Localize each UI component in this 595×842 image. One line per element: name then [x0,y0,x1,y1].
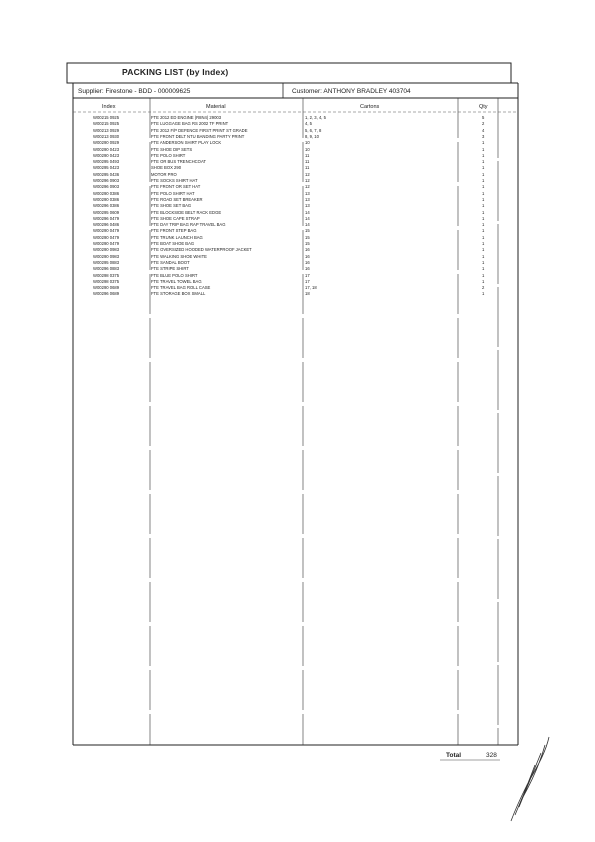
cell-material: FTE OR BUS TRENCHCOAT [151,159,206,165]
cell-cartons: 13 [305,196,310,202]
cell-index: W00296 0903 [93,184,120,190]
cell-qty: 1 [482,215,485,221]
cell-qty: 1 [482,272,485,278]
cell-index: W00290 0479 [93,241,120,246]
cell-material: FTE STRIPE SHIRT [151,266,189,272]
cell-qty: 1 [482,253,485,259]
cell-qty: 1 [482,190,485,196]
cell-cartons: 16 [305,247,310,253]
cell-qty: 1 [482,247,485,253]
cell-cartons: 18 [305,291,310,297]
cell-qty: 4 [482,127,485,133]
cell-material: FTE ANDERSON SHIRT PLAY LOCK [151,140,222,146]
cell-index: W00296 0689 [93,291,120,297]
cell-cartons: 17, 18 [305,285,317,291]
cell-qty: 1 [482,291,485,297]
cell-qty: 1 [482,184,485,190]
cell-material: FTE TRUNK LAUNCH BAG [151,234,203,240]
cell-index: W00290 0983 [93,253,120,259]
cell-material: FTE STORAGE BOX SMALL [151,291,206,297]
cell-index: W00215 0925 [93,121,120,127]
cell-material: FTE SHOE DIP SETS [151,146,193,152]
column-header-material: Material [206,104,226,110]
cell-material: FTE WALKING SHOE WHITE [151,253,207,259]
cell-cartons: 12 [305,184,310,190]
cell-cartons: 17 [305,272,310,278]
cell-cartons: 14 [305,209,310,215]
cell-material: FTE LUGGAGE BAG RS 2002 TF PRINT [151,121,229,127]
cell-cartons: 10 [305,146,310,152]
cell-index: W00215 0925 [93,115,120,120]
cell-cartons: 13 [305,203,310,209]
cell-cartons: 5, 6, 7, 8 [305,127,322,133]
cell-cartons: 15 [305,228,310,234]
cell-index: W00290 0479 [93,234,120,240]
cell-material: MOTOR PRO [151,171,177,177]
cell-qty: 1 [482,165,485,171]
cell-cartons: 14 [305,222,310,228]
cell-cartons: 13 [305,190,310,196]
cell-index: W00295 0883 [93,259,120,265]
cell-index: W00296 0883 [93,266,120,272]
cell-material: FTE DAY TRIP BAG RAP TRAVEL BAG [151,222,226,228]
cell-qty: 1 [482,259,485,265]
cell-cartons: 16 [305,259,310,265]
cell-qty: 3 [482,133,485,139]
cell-qty: 1 [482,178,485,183]
cell-index: W00290 0386 [93,190,120,196]
cell-cartons: 14 [305,215,310,221]
cell-index: W00296 0486 [93,222,120,228]
cell-index: W00298 0375 [93,272,120,278]
cell-index: W00290 0689 [93,285,120,291]
cell-cartons: 11 [305,159,310,165]
cell-qty: 1 [482,228,485,234]
column-header-index: Index [102,104,116,110]
cell-qty: 1 [482,140,485,146]
cell-index: W00290 0983 [93,247,120,253]
cell-material: FTE SHOE SET BAG [151,203,192,209]
cell-cartons: 1, 2, 3, 4, 5 [305,115,326,120]
cell-qty: 1 [482,209,485,215]
cell-cartons: 16 [305,266,310,272]
cell-qty: 5 [482,115,485,120]
cell-material: FTE SHOE CAPE STRAP [151,215,200,221]
cell-material: FTE BLUE POLO SHIRT [151,272,198,278]
cell-material: FTE SANDAL BOOT [151,259,190,265]
cell-material: FTE OVERSIZED HOODED WATERPROOF JACKET [151,247,252,253]
cell-qty: 1 [482,159,485,165]
cell-cartons: 12 [305,171,310,177]
cell-qty: 1 [482,171,485,177]
cell-index: W00213 0929 [93,127,120,133]
cell-index: W00296 0479 [93,215,120,221]
cell-material: FTE TRAVEL TOWEL BAG [151,278,202,284]
cell-cartons: 17 [305,278,310,284]
cell-material: FTE FRONT DELT NTU BANDING PARTY PRINT [151,133,245,139]
cell-index: W00290 0929 [93,140,120,146]
cell-qty: 2 [482,285,485,291]
cell-index: W00296 0903 [93,178,120,183]
cell-material: FTE BLOCKSIDE BELT RACK EDGE [151,209,222,215]
cell-material: FTE BOAT SHOE BAG [151,241,195,246]
cell-material: FTE FRONT OR SET HAT [151,184,201,190]
cell-cartons: 15 [305,241,310,246]
cell-qty: 1 [482,241,485,246]
cell-index: W00295 0436 [93,171,120,177]
cell-index: W00290 0423 [93,146,120,152]
cell-material: FTE FRONT STEP BAG [151,228,197,234]
supplier-label: Supplier: Firestone - BDD - 000009625 [78,88,191,95]
cell-index: W00296 0386 [93,203,120,209]
column-header-qty: Qty [479,104,488,110]
cell-qty: 1 [482,234,485,240]
cell-qty: 2 [482,121,485,127]
cell-index: W00295 0609 [93,209,120,215]
cell-index: W00295 0423 [93,165,120,171]
cell-qty: 1 [482,278,485,284]
cell-qty: 1 [482,266,485,272]
cell-material: FTE POLO SHIRT HAT [151,190,195,196]
cell-material: FTE POLO SHIRT [151,152,186,158]
page-title: PACKING LIST (by Index) [122,67,229,77]
cell-material: FTE SOCKS SHIRT HAT [151,178,198,183]
column-header-cartons: Cartons [360,104,380,110]
cell-material: FTE 2012 ED ENGINE (R8N4) 29003 [151,115,222,120]
total-value: 328 [486,752,497,759]
cell-material: FTE ROAD SET BREAKER [151,196,203,202]
cell-index: W00295 0493 [93,159,120,165]
signature-scribble [505,735,555,825]
cell-index: W00290 0479 [93,228,120,234]
cell-qty: 1 [482,152,485,158]
cell-cartons: 12 [305,178,310,183]
cell-cartons: 8, 9, 10 [305,133,319,139]
cell-qty: 1 [482,146,485,152]
cell-qty: 1 [482,196,485,202]
customer-label: Customer: ANTHONY BRADLEY 403704 [292,88,411,95]
total-label: Total [446,752,462,759]
cell-cartons: 11 [305,165,310,171]
cell-index: W00290 0386 [93,196,120,202]
cell-index: W00290 0423 [93,152,120,158]
cell-material: FTE 2012 F/P DEFENCE FIRST PRINT ST GRADE [151,127,248,133]
cell-cartons: 16 [305,253,310,259]
cell-index: W00213 0930 [93,133,120,139]
cell-material: FTE TRAVEL BAG ROLL CASE [151,285,211,291]
cell-cartons: 15 [305,234,310,240]
table-row [0,291,595,297]
cell-cartons: 10 [305,140,310,146]
cell-material: SHOE BOX 290 [151,165,182,171]
cell-cartons: 4, 5 [305,121,312,127]
cell-index: W00298 0375 [93,278,120,284]
cell-cartons: 11 [305,152,310,158]
cell-qty: 1 [482,203,485,209]
cell-qty: 1 [482,222,485,228]
